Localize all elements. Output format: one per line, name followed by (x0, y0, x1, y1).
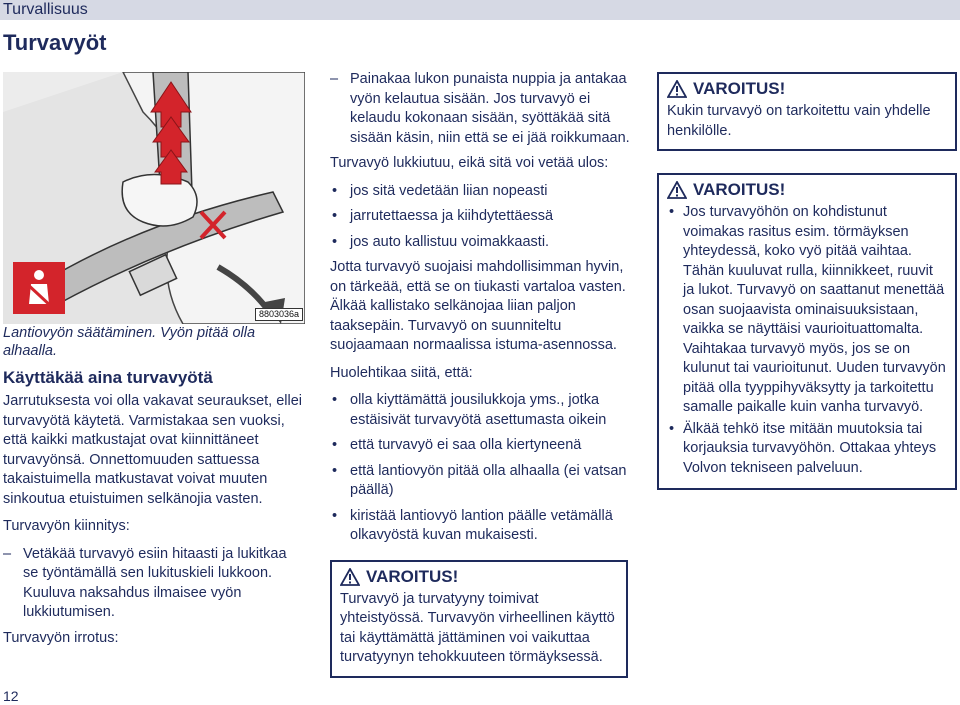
lock-conditions (330, 182, 635, 253)
list-item: • että turvavyö ei saa olla kiertyneenä (330, 436, 635, 456)
warning-box-replacement (657, 173, 957, 490)
warning-box-single-person (657, 72, 957, 151)
seatbelt-illustration (3, 72, 305, 324)
page-number: 12 (3, 688, 19, 704)
fastening-label: Turvavyön kiinnitys: (3, 518, 130, 534)
column-right (657, 72, 957, 490)
warning-title (340, 566, 618, 588)
figure-caption: Lantiovyön säätäminen. Vyön pitää olla alhaalla. (3, 325, 256, 359)
seatbelt-drawing (3, 72, 305, 324)
release-label: Turvavyön irrotus: (3, 629, 119, 646)
warning-triangle-icon (667, 80, 687, 98)
list-item: – Vetäkää turvavyö esiin hitaasti ja lukitkaa se työntämällä sen lukituskieli lukkoon. Kuuluva naksahdus ilmaisee vyön lukkiutumisen. (3, 545, 303, 623)
intro-paragraph: Jarrutuksesta voi olla vakavat seuraukset, ellei turvavyötä käytetä. Varmistakaa sen vuoksi, että kaikki matkustajat ovat kiinnittäneet turvavyönsä. Onnettomuuden sattuessa takaistuimella matkustavat voivat muuten sinkoutua etuistuimen selkänojia vasten. (3, 393, 303, 507)
warning-text: Turvavyö ja turvatyyny toimivat yhteistyössä. Turvavyön virheellinen käyttö tai käyttämättä jättäminen voi vaikuttaa turvatyynyn tehokkuuteen törmäyksessä. (340, 590, 615, 665)
warning-triangle-icon (340, 568, 360, 586)
page-title: Turvavyöt (3, 30, 107, 55)
header-bar (0, 0, 960, 20)
care-items (330, 391, 635, 546)
list-item: – Painakaa lukon punaista nuppia ja antakaa vyön kelautua sisään. Jos turvavyö ei kelaudu kokonaan sisään, syöttäkää sitä sisään käsin, niin että se ei jää roikkumaan. (330, 70, 635, 148)
list-item: • kiristää lantiovyö lantion päälle vetämällä olkavyöstä kuvan mukaisesti. (330, 507, 635, 546)
figure-code: 8803036a (255, 308, 303, 321)
protection-paragraph: Jotta turvavyö suojaisi mahdollisimman hyvin, on tärkeää, että se on tiukasti vartaloa vasten. Älkää kallistako selkänojaa liian paljon taaksepäin. Turvavyö on suunniteltu suojaamaan normaalissa istuma-asennossa. (330, 259, 626, 353)
warning-title (667, 179, 947, 201)
lock-intro: Turvavyö lukkiutuu, eikä sitä voi vetää ulos: (330, 155, 609, 171)
warning-title (667, 78, 947, 100)
list-item: • jarrutettaessa ja kiihdytettäessä (330, 207, 635, 227)
list-item: • jos auto kallistuu voimakkaasti. (330, 233, 635, 253)
list-item: • Älkää tehkö itse mitään muutoksia tai korjauksia turvavyöhön. Ottakaa yhteys Volvon tekniseen palveluun. (667, 420, 947, 479)
warning-triangle-icon (667, 181, 687, 199)
column-middle (330, 70, 635, 678)
list-item: • jos sitä vedetään liian nopeasti (330, 182, 635, 202)
section-label: Turvallisuus (3, 1, 88, 18)
column-left (3, 72, 303, 656)
warning-title-text: VAROITUS! (693, 180, 786, 199)
warning-title-text: VAROITUS! (693, 79, 786, 98)
list-item: • Jos turvavyöhön on kohdistunut voimakas rasitus esim. törmäyksen yhteydessä, koko vyö pitää vaihtaa. Tähän kuuluvat rulla, kiinnikkeet, ruuvit ja lukot. Turvavyö on saattanut menettää osan suojaavista ominaisuuksistaan, vaikka se näyttäisi vaurioituattomalta. Vaihtakaa turvavyö myös, jos se on kulunut tai vaurioitunut. Uuden turvavyön pitää olla tyyppihyväksytty ja tarkoitettu samalle paikalle kuin vanha turvavyö. (667, 203, 947, 418)
care-intro: Huolehtikaa siitä, että: (330, 364, 473, 381)
warning-text: Kukin turvavyö on tarkoitettu vain yhdelle henkilölle. (667, 103, 931, 139)
fastening-steps (3, 545, 303, 623)
release-steps (330, 70, 635, 148)
list-item: • että lantiovyön pitää olla alhaalla (ei vatsan päällä) (330, 462, 635, 501)
subheading: Käyttäkää aina turvavyötä (3, 368, 213, 387)
warning-items (667, 203, 947, 478)
list-item: • olla kiyttämättä jousilukkoja yms., jotka estäisivät turvavyötä asettumasta oikein (330, 391, 635, 430)
warning-title-text: VAROITUS! (366, 566, 459, 586)
warning-box-cooperation (330, 560, 628, 678)
